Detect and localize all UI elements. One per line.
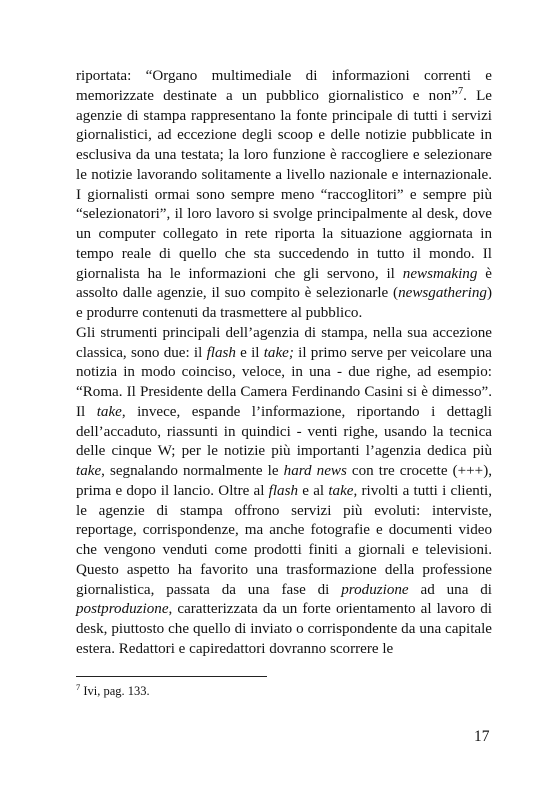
italic-term: newsmaking [402, 265, 478, 282]
footnote-7 [76, 683, 150, 699]
text-run: , invece, espande l’informazione, riportando i dettagli dell’accaduto, riassunti in quindici - venti righe, usando la tecnica delle cinque W; per le notizie più importanti l’agenzia dedica più [76, 403, 492, 460]
italic-term: flash [206, 344, 236, 361]
footnote-reference: 7 [458, 85, 464, 97]
text-run: ad una di [408, 581, 493, 598]
text-run: e il [235, 344, 264, 361]
footnote-separator [76, 676, 267, 677]
italic-term: take; [263, 344, 294, 361]
italic-term: flash [268, 482, 299, 499]
text-run: , segnalando normalmente le [101, 463, 284, 479]
italic-term: take [328, 482, 354, 499]
text-run: , caratterizzata da un forte orientamento al lavoro di desk, piuttosto che quello di inviato o corrispondente da una capitale estera. Redattori e capiredattori dovranno scorrere le [76, 601, 492, 657]
italic-term: take [76, 463, 102, 479]
footnote-number: 7 [76, 681, 81, 692]
text-run: , rivolti a tutti i clienti, le agenzie di stampa offrono servizi più evoluti: interviste, reportage, corrispondenze, ma anche fotografie e documenti video che vengono venduti come prodotti finiti a giornali e televisioni. Questo aspetto ha favorito una trasformazione della professione giornalistica, passata da una fase di [76, 482, 493, 598]
text-run: il primo serve per veicolare una notizia in modo coinciso, veloce, in una - due righe, ad esempio: “Roma. Il Presidente della Camera Ferdinando Casini si è dimesso”. Il [76, 344, 492, 420]
footnote-text: Ivi, pag. 133. [80, 684, 150, 698]
italic-term: take [96, 403, 122, 420]
italic-term: newsgathering [398, 285, 487, 302]
page-number: 17 [474, 728, 490, 745]
italic-term: produzione [341, 581, 409, 598]
text-run: è assolto dalle agenzie, il suo compito è selezionarle ( [76, 265, 492, 302]
text-run: e al [298, 482, 329, 499]
italic-term: postproduzione [76, 601, 169, 618]
text-run: riportata: “Organo multimediale di informazioni correnti e memorizzate destinate a un pubblico giornalistico e non” [76, 68, 492, 104]
text-run: . Le agenzie di stampa rappresentano la fonte principale di tutti i servizi giornalistici, ad eccezione degli scoop e delle notizie pubblicate in esclusiva da una testata; la loro funzione è raccogliere e selezionare le notizie lavorando solitamente a livello nazionale e internazionale. I giornalisti ormai sono sempre meno “raccoglitori” e sempre più “selezionatori”, il loro lavoro si svolge principalmente al desk, dove un computer collegato in rete riporta la situazione aggiornata in tempo reale di quello che sta succedendo in tutto il mondo. Il giornalista ha le informazioni che gli servono, il [76, 87, 493, 282]
text-run: Gli strumenti principali dell’agenzia di stampa, nella sua accezione classica, sono due: il [76, 324, 492, 361]
text-run: con tre crocette (+++), prima e dopo il lancio. Oltre al [76, 463, 492, 499]
body-text [76, 67, 492, 660]
italic-term: hard news [283, 463, 347, 479]
text-run: ) e produrre contenuti da trasmettere al pubblico. [76, 285, 492, 321]
paragraph-2 [76, 324, 492, 660]
paragraph-1 [76, 67, 492, 324]
